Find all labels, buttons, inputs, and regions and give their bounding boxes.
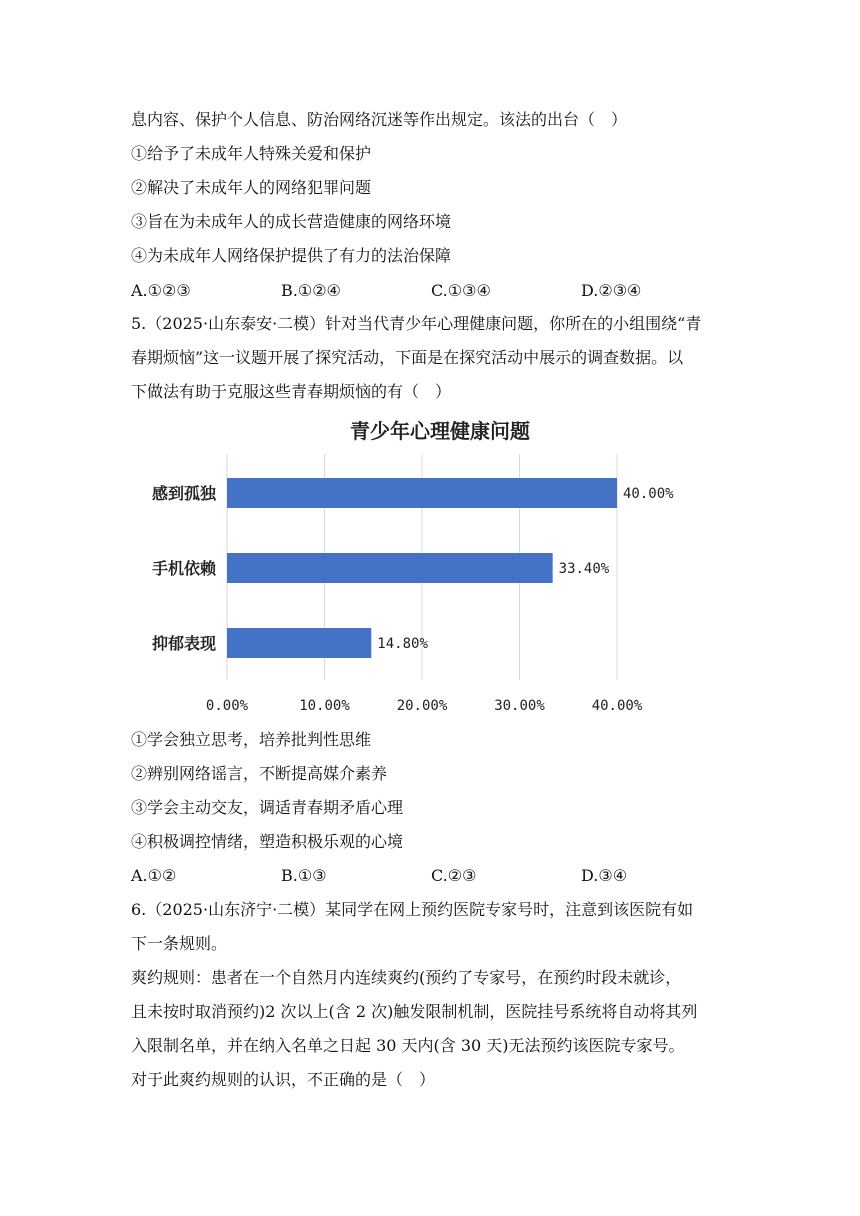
bar [227,553,553,583]
q5-option-a[interactable]: A.①② [131,866,177,885]
x-tick-label: 40.00% [591,698,643,714]
category-label: 抑郁表现 [151,634,216,653]
q5-statement-4: ④积极调控情绪，塑造积极乐观的心境 [131,832,404,851]
q5-options [131,865,751,887]
q4-statement-4: ④为未成年人网络保护提供了有力的法治保障 [131,246,452,265]
q4-statement-1: ①给予了未成年人特殊关爱和保护 [131,144,372,163]
bar [227,478,617,508]
q4-statement-3: ③旨在为未成年人的成长营造健康的网络环境 [131,212,452,231]
data-label: 33.40% [558,561,610,577]
q5-stem-line-2: 春期烦恼”这一议题开展了探究活动，下面是在探究活动中展示的调查数据。以 [131,348,684,367]
q6-stem-line-2: 下一条规则。 [131,934,228,953]
data-label: 14.80% [377,636,428,652]
bar-chart [130,412,730,722]
q4-statement-2: ②解决了未成年人的网络犯罪问题 [131,178,372,197]
q5-statement-2: ②辨别网络谣言，不断提高媒介素养 [131,764,388,783]
x-tick-label: 20.00% [396,698,448,714]
q5-statement-1: ①学会独立思考，培养批判性思维 [131,730,372,749]
q5-option-d[interactable]: D.③④ [581,866,628,885]
q4-option-d[interactable]: D.②③④ [581,281,642,300]
q4-option-b[interactable]: B.①②④ [281,281,341,300]
q4-option-c[interactable]: C.①③④ [431,281,491,300]
x-tick-label: 0.00% [205,698,249,714]
q6-stem-line-4: 且未按时取消预约)2 次以上(含 2 次)触发限制机制，医院挂号系统将自动将其列 [131,1002,698,1021]
q4-stem-tail: 息内容、保护个人信息、防治网络沉迷等作出规定。该法的出台（ ） [131,110,628,129]
q6-stem-line-3: 爽约规则：患者在一个自然月内连续爽约(预约了专家号，在预约时段未就诊， [131,968,682,987]
q4-option-a[interactable]: A.①②③ [131,281,191,300]
q5-stem-line-3: 下做法有助于克服这些青春期烦恼的有（ ） [131,382,452,401]
x-tick-label: 10.00% [299,698,350,714]
bar [227,628,371,658]
category-label: 感到孤独 [151,484,216,503]
q5-option-b[interactable]: B.①③ [281,866,327,885]
q5-option-c[interactable]: C.②③ [431,866,477,885]
q4-options [131,280,751,302]
q6-stem-line-6: 对于此爽约规则的认识，不正确的是（ ） [131,1070,436,1089]
q5-stem-line-1: 5.（2025·山东泰安·二模）针对当代青少年心理健康问题，你所在的小组围绕“青 [131,314,702,333]
chart-title: 青少年心理健康问题 [350,419,530,443]
q6-stem-line-5: 入限制名单，并在纳入名单之日起 30 天内(含 30 天)无法预约该医院专家号。 [131,1036,685,1055]
q6-stem-line-1: 6.（2025·山东济宁·二模）某同学在网上预约医院专家号时，注意到该医院有如 [131,900,694,919]
bar-chart-svg [130,412,730,722]
data-label: 40.00% [623,486,674,502]
x-tick-label: 30.00% [494,698,545,714]
q5-statement-3: ③学会主动交友，调适青春期矛盾心理 [131,798,404,817]
category-label: 手机依赖 [151,559,216,578]
